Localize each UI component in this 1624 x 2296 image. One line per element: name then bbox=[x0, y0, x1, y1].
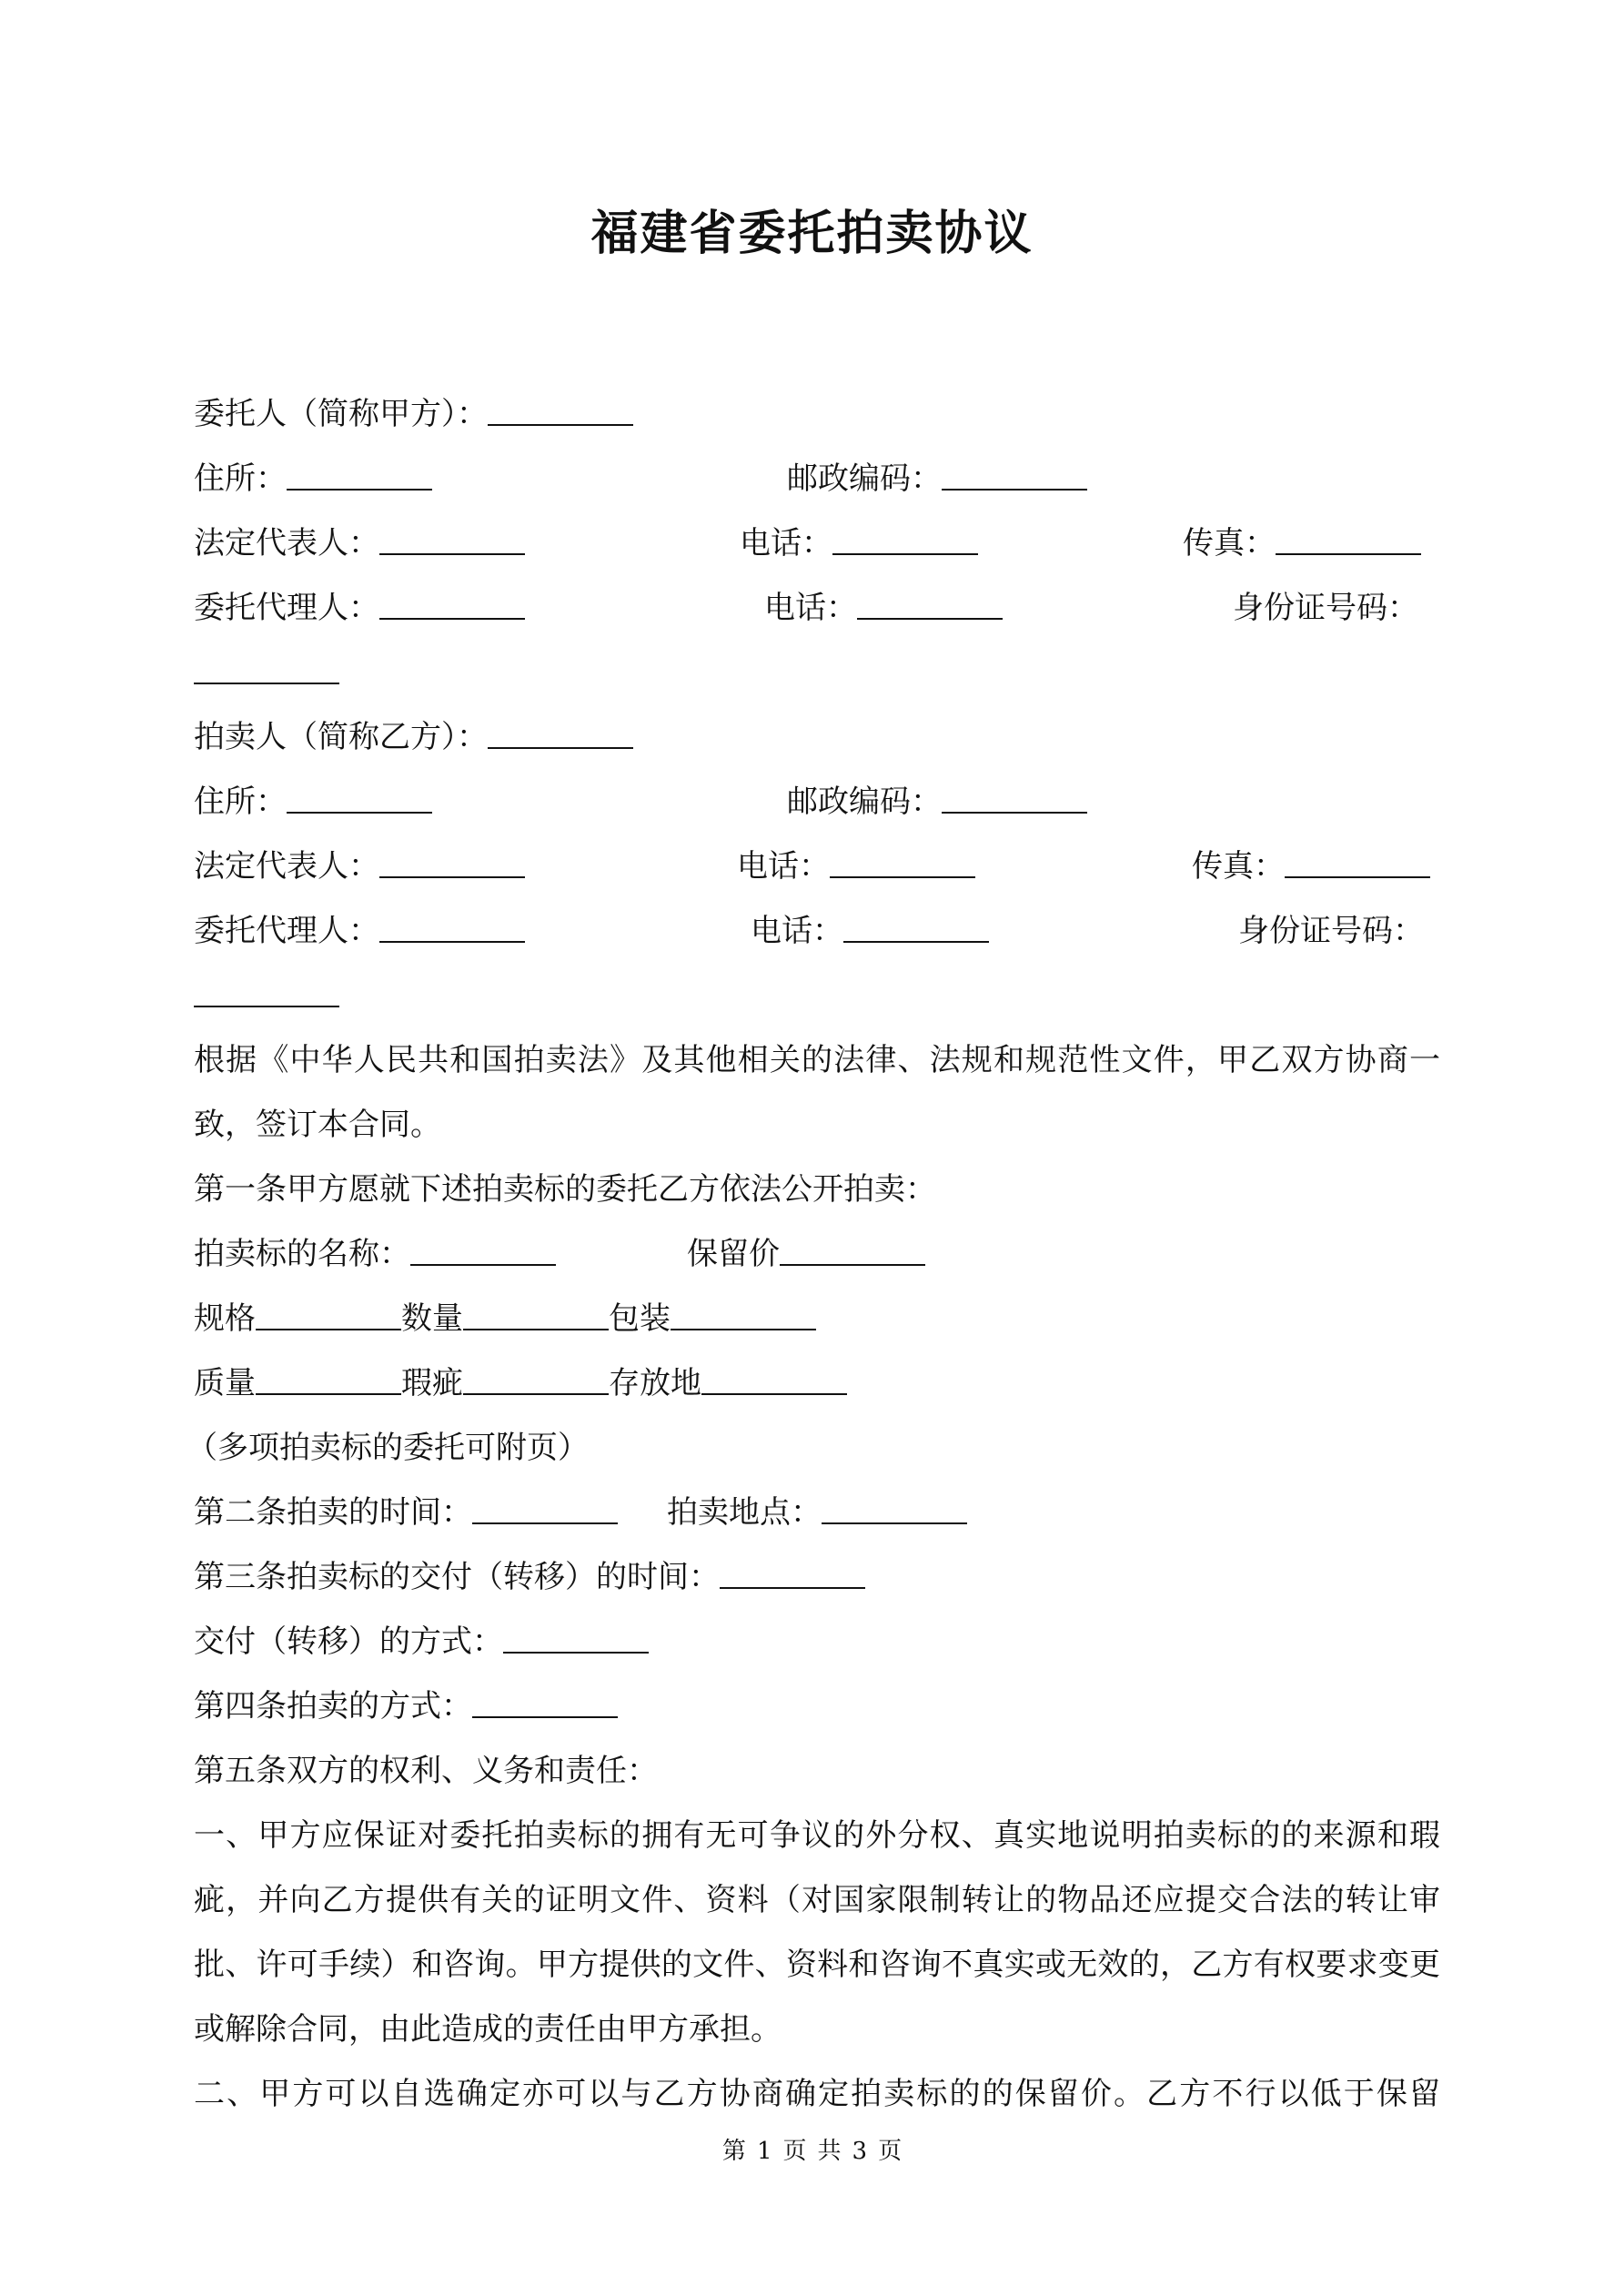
article-3-time-row bbox=[194, 1545, 1440, 1610]
blank-line[interactable] bbox=[379, 840, 525, 878]
article-5-clause-1: 一、甲方应保证对委托拍卖标的拥有无可争议的外分权、真实地说明拍卖标的的来源和瑕疵，并向乙方提供有关的证明文件、资料（对国家限制转让的物品还应提交合法的转让审批、许可手续）和咨询。甲方提供的文件、资料和咨询不真实或无效的，乙方有权要求变更或解除合同，由此造成的责任由甲方承担。 bbox=[194, 1817, 1440, 2048]
blank-line[interactable] bbox=[463, 1292, 609, 1330]
blank-line[interactable] bbox=[720, 1551, 865, 1589]
blank-line[interactable] bbox=[780, 1228, 925, 1266]
blank-line[interactable] bbox=[942, 775, 1087, 814]
blank-line[interactable] bbox=[256, 1292, 401, 1330]
preamble-paragraph: 根据《中华人民共和国拍卖法》及其他相关的法律、法规和规范性文件，甲乙双方协商一致，签订本合同。 bbox=[194, 1042, 1440, 1143]
blank-line[interactable] bbox=[488, 388, 633, 426]
blank-line[interactable] bbox=[942, 452, 1087, 491]
article-3-method-row bbox=[194, 1610, 1440, 1674]
party-a-legal-rep-field: 法定代表人： bbox=[194, 511, 525, 576]
auction-method-field: 第四条拍卖的方式： bbox=[194, 1674, 618, 1739]
blank-line[interactable] bbox=[463, 1357, 609, 1395]
party-a-id-label: 身份证号码： bbox=[1233, 590, 1418, 626]
blank-line[interactable] bbox=[287, 452, 432, 491]
party-b-agent-phone-field: 电话： bbox=[751, 899, 989, 964]
party-b-name-row bbox=[194, 705, 1440, 770]
party-a-name-row bbox=[194, 382, 1440, 447]
blank-line[interactable] bbox=[379, 517, 525, 555]
party-a-agent-phone-field: 电话： bbox=[764, 576, 1003, 641]
party-a-address-field: 住所： bbox=[194, 447, 432, 511]
party-b-id-label: 身份证号码： bbox=[1238, 913, 1424, 949]
party-b-name-field: 拍卖人（简称乙方）： bbox=[194, 705, 633, 770]
footer-total-unit: 页 bbox=[878, 2138, 903, 2165]
page-footer bbox=[0, 2133, 1624, 2170]
party-a-phone-field: 电话： bbox=[740, 511, 978, 576]
footer-total-word: 共 bbox=[817, 2138, 842, 2165]
party-b-legal-rep-row bbox=[194, 834, 1440, 899]
party-b-address-field: 住所： bbox=[194, 770, 432, 834]
party-b-address-row bbox=[194, 770, 1440, 834]
article-5-clause-2: 二、甲方可以自选确定亦可以与乙方协商确定拍卖标的的保留价。乙方不行以低于保留 bbox=[194, 2076, 1440, 2112]
article-1-item-row bbox=[194, 1222, 1440, 1287]
party-b-id-row bbox=[194, 964, 1440, 1028]
party-a-id-row bbox=[194, 641, 1440, 705]
article-1-heading: 第一条甲方愿就下述拍卖标的委托乙方依法公开拍卖： bbox=[194, 1171, 936, 1208]
blank-line[interactable] bbox=[822, 1486, 967, 1524]
party-a-id-field bbox=[194, 641, 339, 705]
blank-line[interactable] bbox=[830, 840, 975, 878]
blank-line[interactable] bbox=[379, 905, 525, 943]
blank-line[interactable] bbox=[1285, 840, 1430, 878]
party-b-id-field bbox=[194, 964, 339, 1028]
article-1-quality-row bbox=[194, 1351, 1440, 1416]
footer-total-number: 3 bbox=[852, 2138, 868, 2165]
document-title: 福建省委托拍卖协议 bbox=[590, 206, 1034, 261]
footer-page-number: 1 bbox=[756, 2138, 772, 2165]
blank-line[interactable] bbox=[503, 1615, 649, 1654]
party-b-agent-field: 委托代理人： bbox=[194, 899, 525, 964]
party-a-legal-rep-row bbox=[194, 511, 1440, 576]
blank-line[interactable] bbox=[410, 1228, 556, 1266]
blank-line[interactable] bbox=[379, 582, 525, 620]
item-name-field: 拍卖标的名称： bbox=[194, 1222, 556, 1287]
blank-line[interactable] bbox=[701, 1357, 847, 1395]
delivery-time-field: 第三条拍卖标的交付（转移）的时间： bbox=[194, 1545, 865, 1610]
blank-line[interactable] bbox=[832, 517, 978, 555]
spec-field: 规格 数量 包装 bbox=[194, 1287, 816, 1351]
article-4-row bbox=[194, 1674, 1440, 1739]
party-a-fax-field: 传真： bbox=[1183, 511, 1421, 576]
blank-line[interactable] bbox=[287, 775, 432, 814]
article-5-heading: 第五条双方的权利、义务和责任： bbox=[194, 1753, 658, 1789]
blank-line[interactable] bbox=[472, 1486, 618, 1524]
quality-field: 质量 瑕疵 存放地 bbox=[194, 1351, 847, 1416]
article-2-row bbox=[194, 1481, 1440, 1545]
auction-time-field: 第二条拍卖的时间： bbox=[194, 1481, 618, 1545]
article-1-note: （多项拍卖标的委托可附页） bbox=[187, 1430, 589, 1466]
footer-page-word: 第 bbox=[721, 2138, 746, 2165]
party-a-agent-field: 委托代理人： bbox=[194, 576, 525, 641]
delivery-method-field: 交付（转移）的方式： bbox=[194, 1610, 649, 1674]
blank-line[interactable] bbox=[843, 905, 989, 943]
blank-line[interactable] bbox=[1276, 517, 1421, 555]
party-b-fax-field: 传真： bbox=[1192, 834, 1430, 899]
reserve-price-field: 保留价 bbox=[687, 1222, 925, 1287]
blank-line[interactable] bbox=[671, 1292, 816, 1330]
blank-line[interactable] bbox=[194, 969, 339, 1007]
blank-line[interactable] bbox=[472, 1680, 618, 1718]
blank-line[interactable] bbox=[256, 1357, 401, 1395]
auction-place-field: 拍卖地点： bbox=[667, 1481, 967, 1545]
party-b-legal-rep-field: 法定代表人： bbox=[194, 834, 525, 899]
party-a-address-row bbox=[194, 447, 1440, 511]
party-a-agent-row bbox=[194, 576, 1440, 641]
party-b-postcode-field: 邮政编码： bbox=[787, 770, 1087, 834]
footer-page-unit: 页 bbox=[782, 2138, 807, 2165]
blank-line[interactable] bbox=[857, 582, 1003, 620]
party-a-postcode-field: 邮政编码： bbox=[787, 447, 1087, 511]
party-b-phone-field: 电话： bbox=[737, 834, 975, 899]
party-a-name-field: 委托人（简称甲方）： bbox=[194, 382, 633, 447]
article-1-spec-row bbox=[194, 1287, 1440, 1351]
blank-line[interactable] bbox=[488, 711, 633, 749]
party-b-agent-row bbox=[194, 899, 1440, 964]
blank-line[interactable] bbox=[194, 646, 339, 684]
